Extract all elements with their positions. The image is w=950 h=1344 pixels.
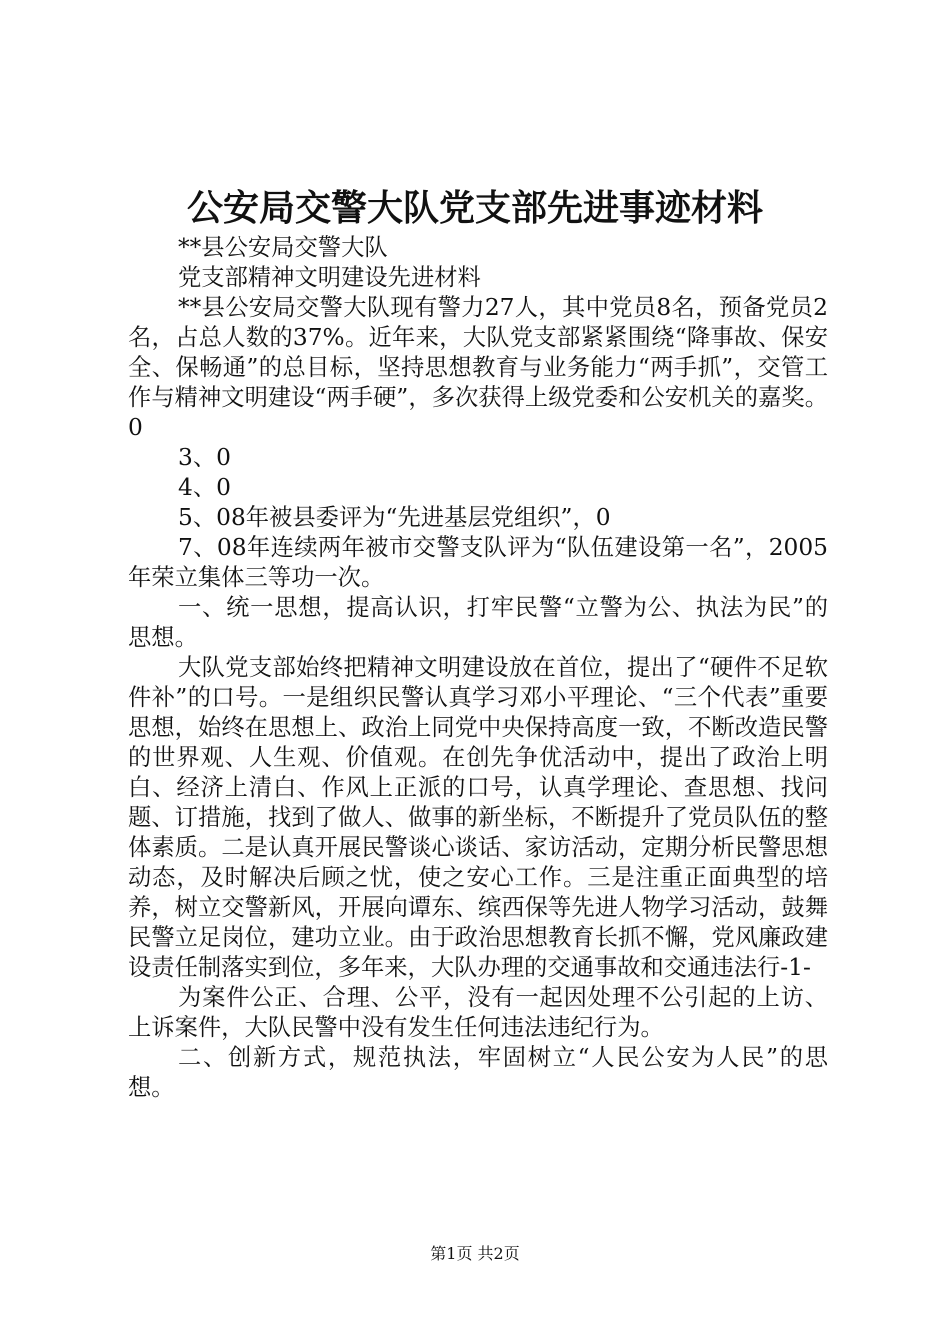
paragraph-section-1-body: 大队党支部始终把精神文明建设放在首位，提出了“硬件不足软件补”的口号。一是组织民警认真学习邓小平理论、“三个代表”重要思想，始终在思想上、政治上同党中央保持高度一致，不断改造民警的世界观、人生观、价值观。在创先争优活动中，提出了政治上明白、经济上清白、作风上正派的口号，认真学理论、查思想、找问题、订措施，找到了做人、做事的新坐标，不断提升了党员队伍的整体素质。二是认真开展民警谈心谈话、家访活动，定期分析民警思想动态，及时解决后顾之忧，使之安心工作。三是注重正面典型的培养，树立交警新风，开展向谭东、缤西保等先进人物学习活动，鼓舞民警立足岗位，建功立业。由于政治思想教育长抓不懈，党风廉政建设责任制落实到位，多年来，大队办理的交通事故和交通违法行-1- <box>128 654 828 981</box>
page-footer: 第1页 共2页 <box>430 1244 520 1263</box>
paragraph-section-1-continued: 为案件公正、合理、公平，没有一起因处理不公引起的上访、上诉案件，大队民警中没有发生任何违法违纪行为。 <box>128 984 828 1041</box>
section-heading-2: 二、创新方式，规范执法，牢固树立“人民公安为人民”的思想。 <box>128 1044 828 1101</box>
paragraph-subtitle: 党支部精神文明建设先进材料 <box>178 264 481 291</box>
list-item-3: 3、0 <box>178 444 231 471</box>
paragraph-unit-name: **县公安局交警大队 <box>178 234 388 261</box>
section-heading-1: 一、统一思想，提高认识，打牢民警“立警为公、执法为民”的思想。 <box>128 594 828 651</box>
list-item-5: 5、08年被县委评为“先进基层党组织”，0 <box>178 504 611 531</box>
document-body <box>128 233 828 1103</box>
document-title: 公安局交警大队党支部先进事迹材料 <box>186 187 763 229</box>
list-item-7: 7、08年连续两年被市交警支队评为“队伍建设第一名”，2005年荣立集体三等功一次。 <box>128 534 828 591</box>
list-item-4: 4、0 <box>178 474 231 501</box>
paragraph-intro: **县公安局交警大队现有警力27人，其中党员8名，预备党员2名，占总人数的37%。近年来，大队党支部紧紧围绕“降事故、保安全、保畅通”的总目标，坚持思想教育与业务能力“两手抓”，交管工作与精神文明建设“两手硬”，多次获得上级党委和公安机关的嘉奖。0 <box>128 294 828 441</box>
